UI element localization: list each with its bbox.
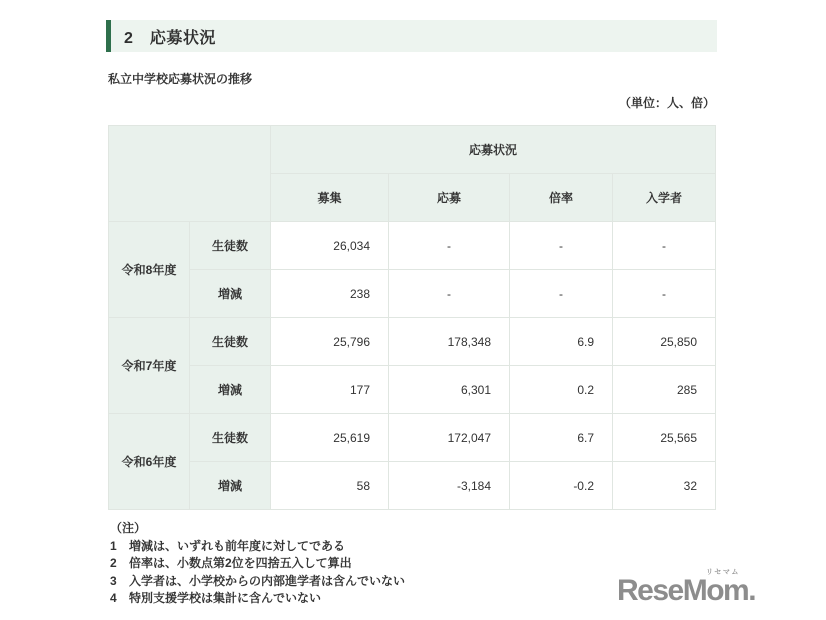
- resemom-logo-ruby: リセマム: [706, 569, 740, 576]
- footnote-text: 増減は、いずれも前年度に対してである: [129, 538, 346, 553]
- footnote-text: 入学者は、小学校からの内部進学者は含んでいない: [129, 573, 406, 588]
- table-cell: 25,619: [271, 414, 389, 462]
- table-cell: 238: [271, 270, 389, 318]
- resemom-logo-text: ReseMom.: [617, 574, 756, 607]
- table-cell: 25,565: [613, 414, 716, 462]
- resemom-logo: [617, 567, 787, 615]
- table-subtitle: 私立中学校応募状況の推移: [108, 72, 253, 86]
- row-label-cell: 増減: [190, 366, 271, 414]
- table-cell: -: [613, 222, 716, 270]
- row-label-cell: 増減: [190, 462, 271, 510]
- footnote-item: [110, 555, 405, 573]
- table-cell: -0.2: [510, 462, 613, 510]
- table-cell: 26,034: [271, 222, 389, 270]
- table-cell: -: [510, 222, 613, 270]
- footnote-number: 1: [110, 538, 117, 553]
- section-title-bar: [106, 20, 717, 52]
- footnote-text: 倍率は、小数点第2位を四捨五入して算出: [129, 556, 352, 571]
- table-row: [109, 270, 716, 318]
- table-cell: 178,348: [389, 318, 510, 366]
- unit-note: （単位：人、倍）: [618, 96, 715, 110]
- row-label-cell: 増減: [190, 270, 271, 318]
- row-label-cell: 生徒数: [190, 414, 271, 462]
- table-row: [109, 462, 716, 510]
- footnote-heading: （注）: [110, 521, 147, 535]
- footnotes: [110, 520, 405, 608]
- footnote-item: [110, 538, 405, 556]
- table-cell: -: [389, 270, 510, 318]
- footnote-number: 3: [110, 573, 117, 588]
- col-header-entrants: 入学者: [613, 174, 716, 222]
- table-cell: 6.9: [510, 318, 613, 366]
- footnote-number: 4: [110, 591, 117, 606]
- table-cell: 25,850: [613, 318, 716, 366]
- table-cell: 32: [613, 462, 716, 510]
- section-title: 2 応募状況: [124, 29, 216, 47]
- table-row: [109, 414, 716, 462]
- year-cell-r7: 令和7年度: [109, 318, 190, 414]
- table-header-row-group: [109, 126, 716, 174]
- row-label-cell: 生徒数: [190, 318, 271, 366]
- footnote-number: 2: [110, 556, 117, 571]
- col-header-recruitment: 募集: [271, 174, 389, 222]
- footnote-text: 特別支援学校は集計に含んでいない: [129, 591, 322, 606]
- table-cell: 0.2: [510, 366, 613, 414]
- table-cell: -: [613, 270, 716, 318]
- group-header-cell: 応募状況: [271, 126, 716, 174]
- footnote-item: [110, 590, 405, 608]
- table-cell: -3,184: [389, 462, 510, 510]
- year-cell-r6: 令和6年度: [109, 414, 190, 510]
- col-header-applications: 応募: [389, 174, 510, 222]
- application-status-table: [108, 125, 716, 510]
- table-row: [109, 222, 716, 270]
- table-cell: 25,796: [271, 318, 389, 366]
- footnote-item: [110, 573, 405, 591]
- table-cell: 285: [613, 366, 716, 414]
- row-label-cell: 生徒数: [190, 222, 271, 270]
- table-cell: 6,301: [389, 366, 510, 414]
- year-cell-r8: 令和8年度: [109, 222, 190, 318]
- table-cell: 6.7: [510, 414, 613, 462]
- table-cell: -: [510, 270, 613, 318]
- table-cell: 177: [271, 366, 389, 414]
- col-header-ratio: 倍率: [510, 174, 613, 222]
- table-row: [109, 366, 716, 414]
- table-cell: 172,047: [389, 414, 510, 462]
- corner-cell: [109, 126, 271, 222]
- table-cell: -: [389, 222, 510, 270]
- table-cell: 58: [271, 462, 389, 510]
- table-row: [109, 318, 716, 366]
